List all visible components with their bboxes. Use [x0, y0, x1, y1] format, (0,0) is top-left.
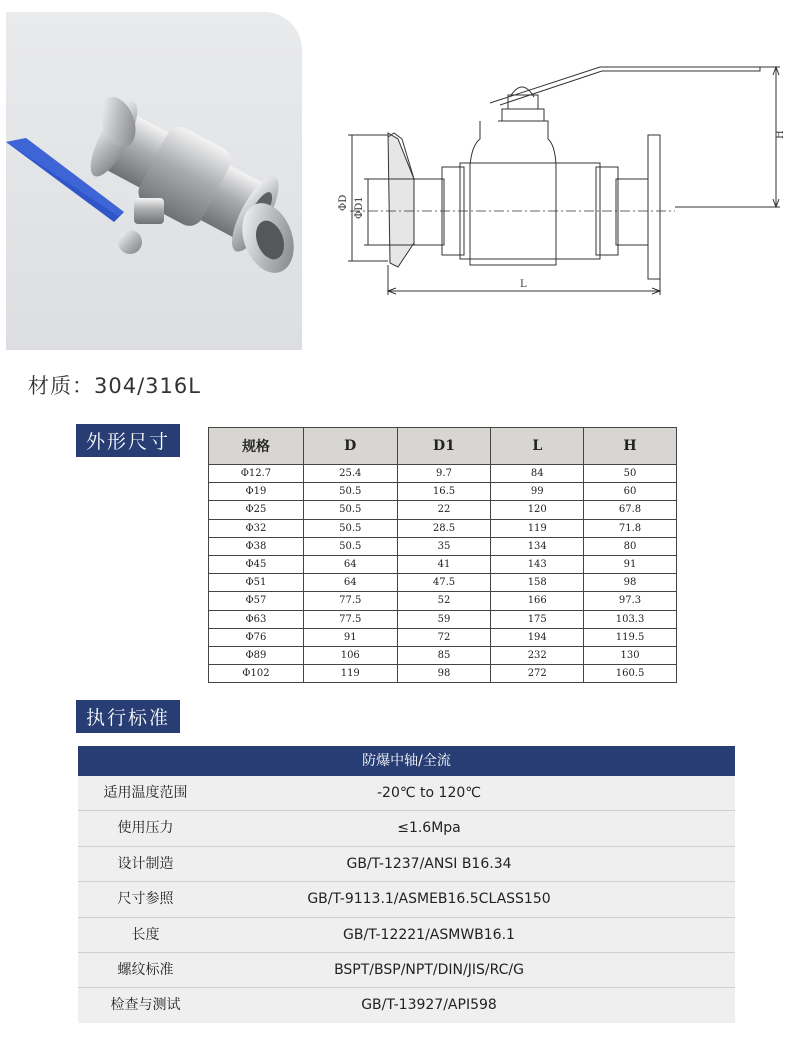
table-cell: 35	[397, 537, 491, 555]
table-cell: 91	[303, 628, 397, 646]
table-cell: 98	[397, 665, 491, 683]
table-cell: 64	[303, 574, 397, 592]
header-d1: D1	[397, 428, 491, 465]
table-cell: Φ57	[209, 592, 304, 610]
table-cell: Φ38	[209, 537, 304, 555]
table-cell: 16.5	[397, 483, 491, 501]
table-cell: 9.7	[397, 465, 491, 483]
standards-row-label: 使用压力	[117, 820, 174, 837]
table-cell: Φ51	[209, 574, 304, 592]
table-cell: 85	[397, 646, 491, 664]
standards-section-title: 执行标准	[76, 700, 180, 733]
header-h: H	[584, 428, 677, 465]
table-cell: 71.8	[584, 519, 677, 537]
table-cell: 64	[303, 555, 397, 573]
standards-row-value: GB/T-12221/ASMWB16.1	[343, 926, 515, 943]
standards-header: 防爆中轴/全流	[78, 746, 735, 776]
table-cell: Φ89	[209, 646, 304, 664]
table-cell: 158	[491, 574, 584, 592]
table-cell: Φ76	[209, 628, 304, 646]
table-cell: 25.4	[303, 465, 397, 483]
table-cell: 119	[303, 665, 397, 683]
standards-row	[78, 811, 735, 846]
table-cell: 175	[491, 610, 584, 628]
dimension-l-label: L	[520, 279, 527, 290]
standards-row	[78, 918, 735, 953]
table-row	[209, 646, 677, 664]
table-cell: Φ45	[209, 555, 304, 573]
standards-row-value: -20℃ to 120℃	[377, 785, 481, 801]
table-cell: 22	[397, 501, 491, 519]
dimensions-table-body	[209, 465, 677, 683]
table-cell: 232	[491, 646, 584, 664]
standards-body	[78, 776, 735, 1023]
table-row	[209, 519, 677, 537]
standards-row-value: GB/T-1237/ANSI B16.34	[346, 855, 512, 872]
table-cell: 272	[491, 665, 584, 683]
table-cell: Φ12.7	[209, 465, 304, 483]
table-cell: 50.5	[303, 501, 397, 519]
table-cell: 50.5	[303, 537, 397, 555]
table-cell: 130	[584, 646, 677, 664]
table-cell: 67.8	[584, 501, 677, 519]
table-cell: 166	[491, 592, 584, 610]
table-cell: 160.5	[584, 665, 677, 683]
product-photo	[6, 12, 302, 350]
table-cell: 119.5	[584, 628, 677, 646]
table-cell: 120	[491, 501, 584, 519]
table-row	[209, 665, 677, 683]
table-cell: 50.5	[303, 519, 397, 537]
standards-row	[78, 953, 735, 988]
standards-row	[78, 988, 735, 1022]
table-cell: 97.3	[584, 592, 677, 610]
dimension-h-label: H	[775, 130, 786, 139]
table-cell: Φ19	[209, 483, 304, 501]
table-row	[209, 574, 677, 592]
table-cell: 119	[491, 519, 584, 537]
standards-row	[78, 882, 735, 917]
table-cell: 80	[584, 537, 677, 555]
standards-row-label: 尺寸参照	[117, 891, 174, 908]
technical-drawing	[330, 55, 790, 305]
standards-table	[78, 746, 735, 1023]
dimensions-section-title: 外形尺寸	[76, 424, 180, 457]
table-cell: Φ25	[209, 501, 304, 519]
dimensions-header-row	[209, 428, 677, 465]
table-row	[209, 610, 677, 628]
material-label: 材质：304/316L	[28, 374, 201, 398]
table-cell: 52	[397, 592, 491, 610]
header-d: D	[303, 428, 397, 465]
table-cell: 84	[491, 465, 584, 483]
standards-row-value: GB/T-9113.1/ASMEB16.5CLASS150	[307, 891, 551, 908]
table-cell: 91	[584, 555, 677, 573]
table-row	[209, 483, 677, 501]
table-cell: 103.3	[584, 610, 677, 628]
standards-row	[78, 776, 735, 811]
table-cell: 98	[584, 574, 677, 592]
table-cell: 59	[397, 610, 491, 628]
standards-row-label: 设计制造	[117, 855, 174, 872]
table-row	[209, 628, 677, 646]
table-cell: 143	[491, 555, 584, 573]
standards-row-label: 螺纹标准	[117, 961, 174, 978]
table-cell: 106	[303, 646, 397, 664]
table-cell: 47.5	[397, 574, 491, 592]
table-row	[209, 592, 677, 610]
standards-row-label: 适用温度范围	[103, 785, 188, 801]
header-spec: 规格	[209, 428, 304, 465]
dimension-d-label: ΦD	[338, 194, 349, 211]
standards-row	[78, 847, 735, 882]
table-row	[209, 465, 677, 483]
table-cell: 60	[584, 483, 677, 501]
table-cell: 99	[491, 483, 584, 501]
table-cell: 77.5	[303, 592, 397, 610]
table-row	[209, 501, 677, 519]
table-cell: 28.5	[397, 519, 491, 537]
dimensions-table	[208, 427, 677, 683]
table-cell: 77.5	[303, 610, 397, 628]
table-cell: 50	[584, 465, 677, 483]
table-row	[209, 555, 677, 573]
table-cell: Φ32	[209, 519, 304, 537]
table-cell: 194	[491, 628, 584, 646]
standards-row-value: ≤1.6Mpa	[397, 820, 461, 837]
dimension-d1-label: ΦD1	[354, 196, 365, 219]
header-l: L	[491, 428, 584, 465]
table-cell: Φ63	[209, 610, 304, 628]
standards-row-value: BSPT/BSP/NPT/DIN/JIS/RC/G	[334, 961, 524, 978]
table-cell: 50.5	[303, 483, 397, 501]
standards-row-label: 检查与测试	[110, 997, 181, 1014]
table-cell: 72	[397, 628, 491, 646]
standards-row-label: 长度	[131, 926, 160, 943]
table-cell: 134	[491, 537, 584, 555]
standards-row-value: GB/T-13927/API598	[361, 997, 497, 1014]
table-cell: Φ102	[209, 665, 304, 683]
table-row	[209, 537, 677, 555]
table-cell: 41	[397, 555, 491, 573]
